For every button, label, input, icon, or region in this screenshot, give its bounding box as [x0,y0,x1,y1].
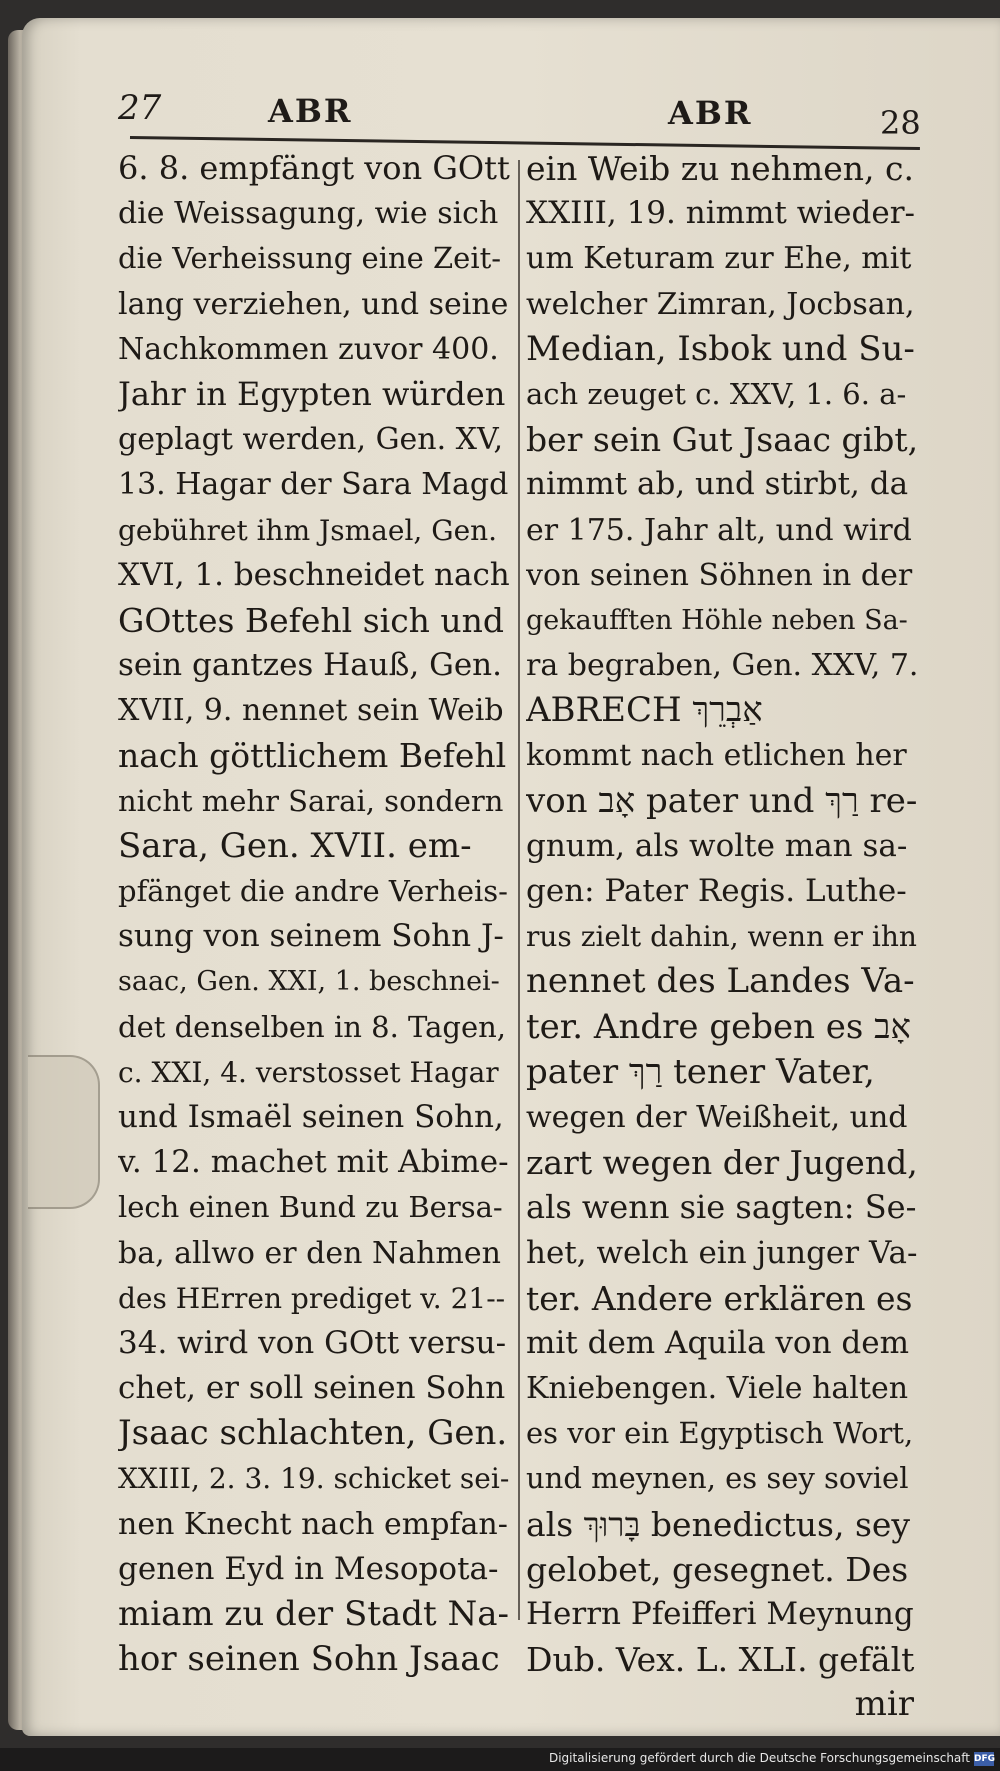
running-headword-left: ABR [268,92,353,130]
text-line: des HErren prediget v. 21-- [118,1281,506,1315]
text-line: nach göttlichem Befehl [118,736,507,776]
text-line: ber sein Gut Jsaac gibt, [526,420,918,460]
text-line: c. XXI, 4. verstosset Hagar [118,1055,499,1089]
text-line: genen Eyd in Mesopota- [118,1550,499,1587]
text-line: gnum, als wolte man sa- [526,827,908,864]
text-line: hor seinen Sohn Jsaac [118,1639,500,1680]
text-line: 34. wird von GOtt versu- [118,1324,507,1361]
text-line: wegen der Weißheit, und [526,1099,908,1135]
dfg-logo: DFG [974,1754,996,1764]
text-line: zart wegen der Jugend, [526,1143,918,1183]
text-line: geplagt werden, Gen. XV, [118,422,503,458]
text-line: kommt nach etlichen her [526,738,907,774]
text-line: ach zeuget c. XXV, 1. 6. a- [526,376,907,411]
text-line: Sara, Gen. XVII. em- [118,825,472,866]
text-line: miam zu der Stadt Na- [118,1594,509,1634]
page-clip [28,1055,100,1209]
text-line: XXIII, 2. 3. 19. schicket sei- [118,1462,510,1496]
page-number-left: 27 [118,88,162,128]
column-divider [518,160,520,1620]
text-line: ein Weib zu nehmen, c. [526,149,914,188]
text-line: Kniebengen. Viele halten [526,1371,909,1407]
text-line: Jsaac schlachten, Gen. [118,1413,508,1454]
text-line: Median, Isbok und Su- [526,328,915,369]
text-line: mit dem Aquila von dem [526,1324,910,1361]
funding-credit: Digitalisierung gefördert durch die Deutsche Forschungsgemeinschaft [548,1751,970,1765]
text-line: von seinen Söhnen in der [526,557,913,593]
text-line: die Verheissung eine Zeit- [118,241,502,276]
text-line: sein gantzes Hauß, Gen. [118,647,503,684]
text-line: ba, allwo er den Nahmen [118,1235,501,1271]
text-line: rus zielt dahin, wenn er ihn [526,920,917,954]
text-line: lech einen Bund zu Bersa- [118,1190,503,1225]
text-line: nennet des Landes Va- [526,961,915,1002]
text-line: Nachkommen zuvor 400. [118,331,499,367]
text-line: nicht mehr Sarai, sondern [118,783,504,818]
text-line: XVII, 9. nennet sein Weib [118,693,504,729]
text-line: gekaufften Höhle neben Sa- [526,604,908,636]
text-line: v. 12. machet mit Abime- [118,1144,509,1181]
text-line: Dub. Vex. L. XLI. gefält [526,1640,915,1680]
text-line: ter. Andere erklären es [526,1278,913,1318]
text-line: als wenn sie sagten: Se- [526,1188,917,1227]
text-line: sung von seinem Sohn J- [118,918,504,955]
page-number-right: 28 [880,104,921,142]
text-line: pfänget die andre Verheis- [118,874,508,908]
text-line: ra begraben, Gen. XXV, 7. [526,648,918,684]
text-line: 6. 8. empfängt von GOtt [118,149,510,187]
text-line: gelobet, gesegnet. Des [526,1549,909,1589]
catchword: mir [854,1684,914,1725]
text-line: Herrn Pfeifferi Meynung [526,1596,914,1632]
running-headword-right: ABR [668,94,753,132]
text-line: chet, er soll seinen Sohn [118,1370,506,1407]
text-line: ABRECH אַבְרֵךְ [526,690,763,731]
running-header [0,80,1000,140]
text-line: GOttes Befehl sich und [118,600,505,640]
text-line: het, welch ein junger Va- [526,1234,918,1271]
text-line: und meynen, es sey soviel [526,1461,909,1496]
text-line: saac, Gen. XXI, 1. beschnei- [118,966,500,998]
text-line: gen: Pater Regis. Luthe- [526,873,907,909]
text-line: die Weissagung, wie sich [118,196,499,232]
text-line: Jahr in Egypten würden [118,374,506,413]
text-line: pater רַךְ tener Vater, [526,1051,875,1092]
text-line: gebühret ihm Jsmael, Gen. [118,513,498,547]
text-line: um Keturam zur Ehe, mit [526,241,912,277]
text-line: nimmt ab, und stirbt, da [526,466,909,503]
text-line: nen Knecht nach empfan- [118,1506,508,1542]
text-line: als בָּרוּךְ benedictus, sey [526,1504,911,1544]
right-column [526,146,918,1728]
text-line: XXIII, 19. nimmt wieder- [526,195,915,232]
text-line: 13. Hagar der Sara Magd [118,467,509,503]
text-line: von אָב pater und רַךְ re- [526,780,918,821]
text-line: XVI, 1. beschneidet nach [118,556,510,593]
text-line: lang verziehen, und seine [118,286,509,322]
left-column [118,146,510,1682]
text-line: und Ismaël seinen Sohn, [118,1098,504,1135]
text-line: det denselben in 8. Tagen, [118,1009,507,1044]
footer-bar [0,1748,1000,1771]
text-line: ter. Andre geben es אָב [526,1006,911,1047]
text-line: er 175. Jahr alt, und wird [526,512,912,548]
text-line: es vor ein Egyptisch Wort, [526,1416,914,1451]
text-line: welcher Zimran, Jocbsan, [526,286,915,322]
